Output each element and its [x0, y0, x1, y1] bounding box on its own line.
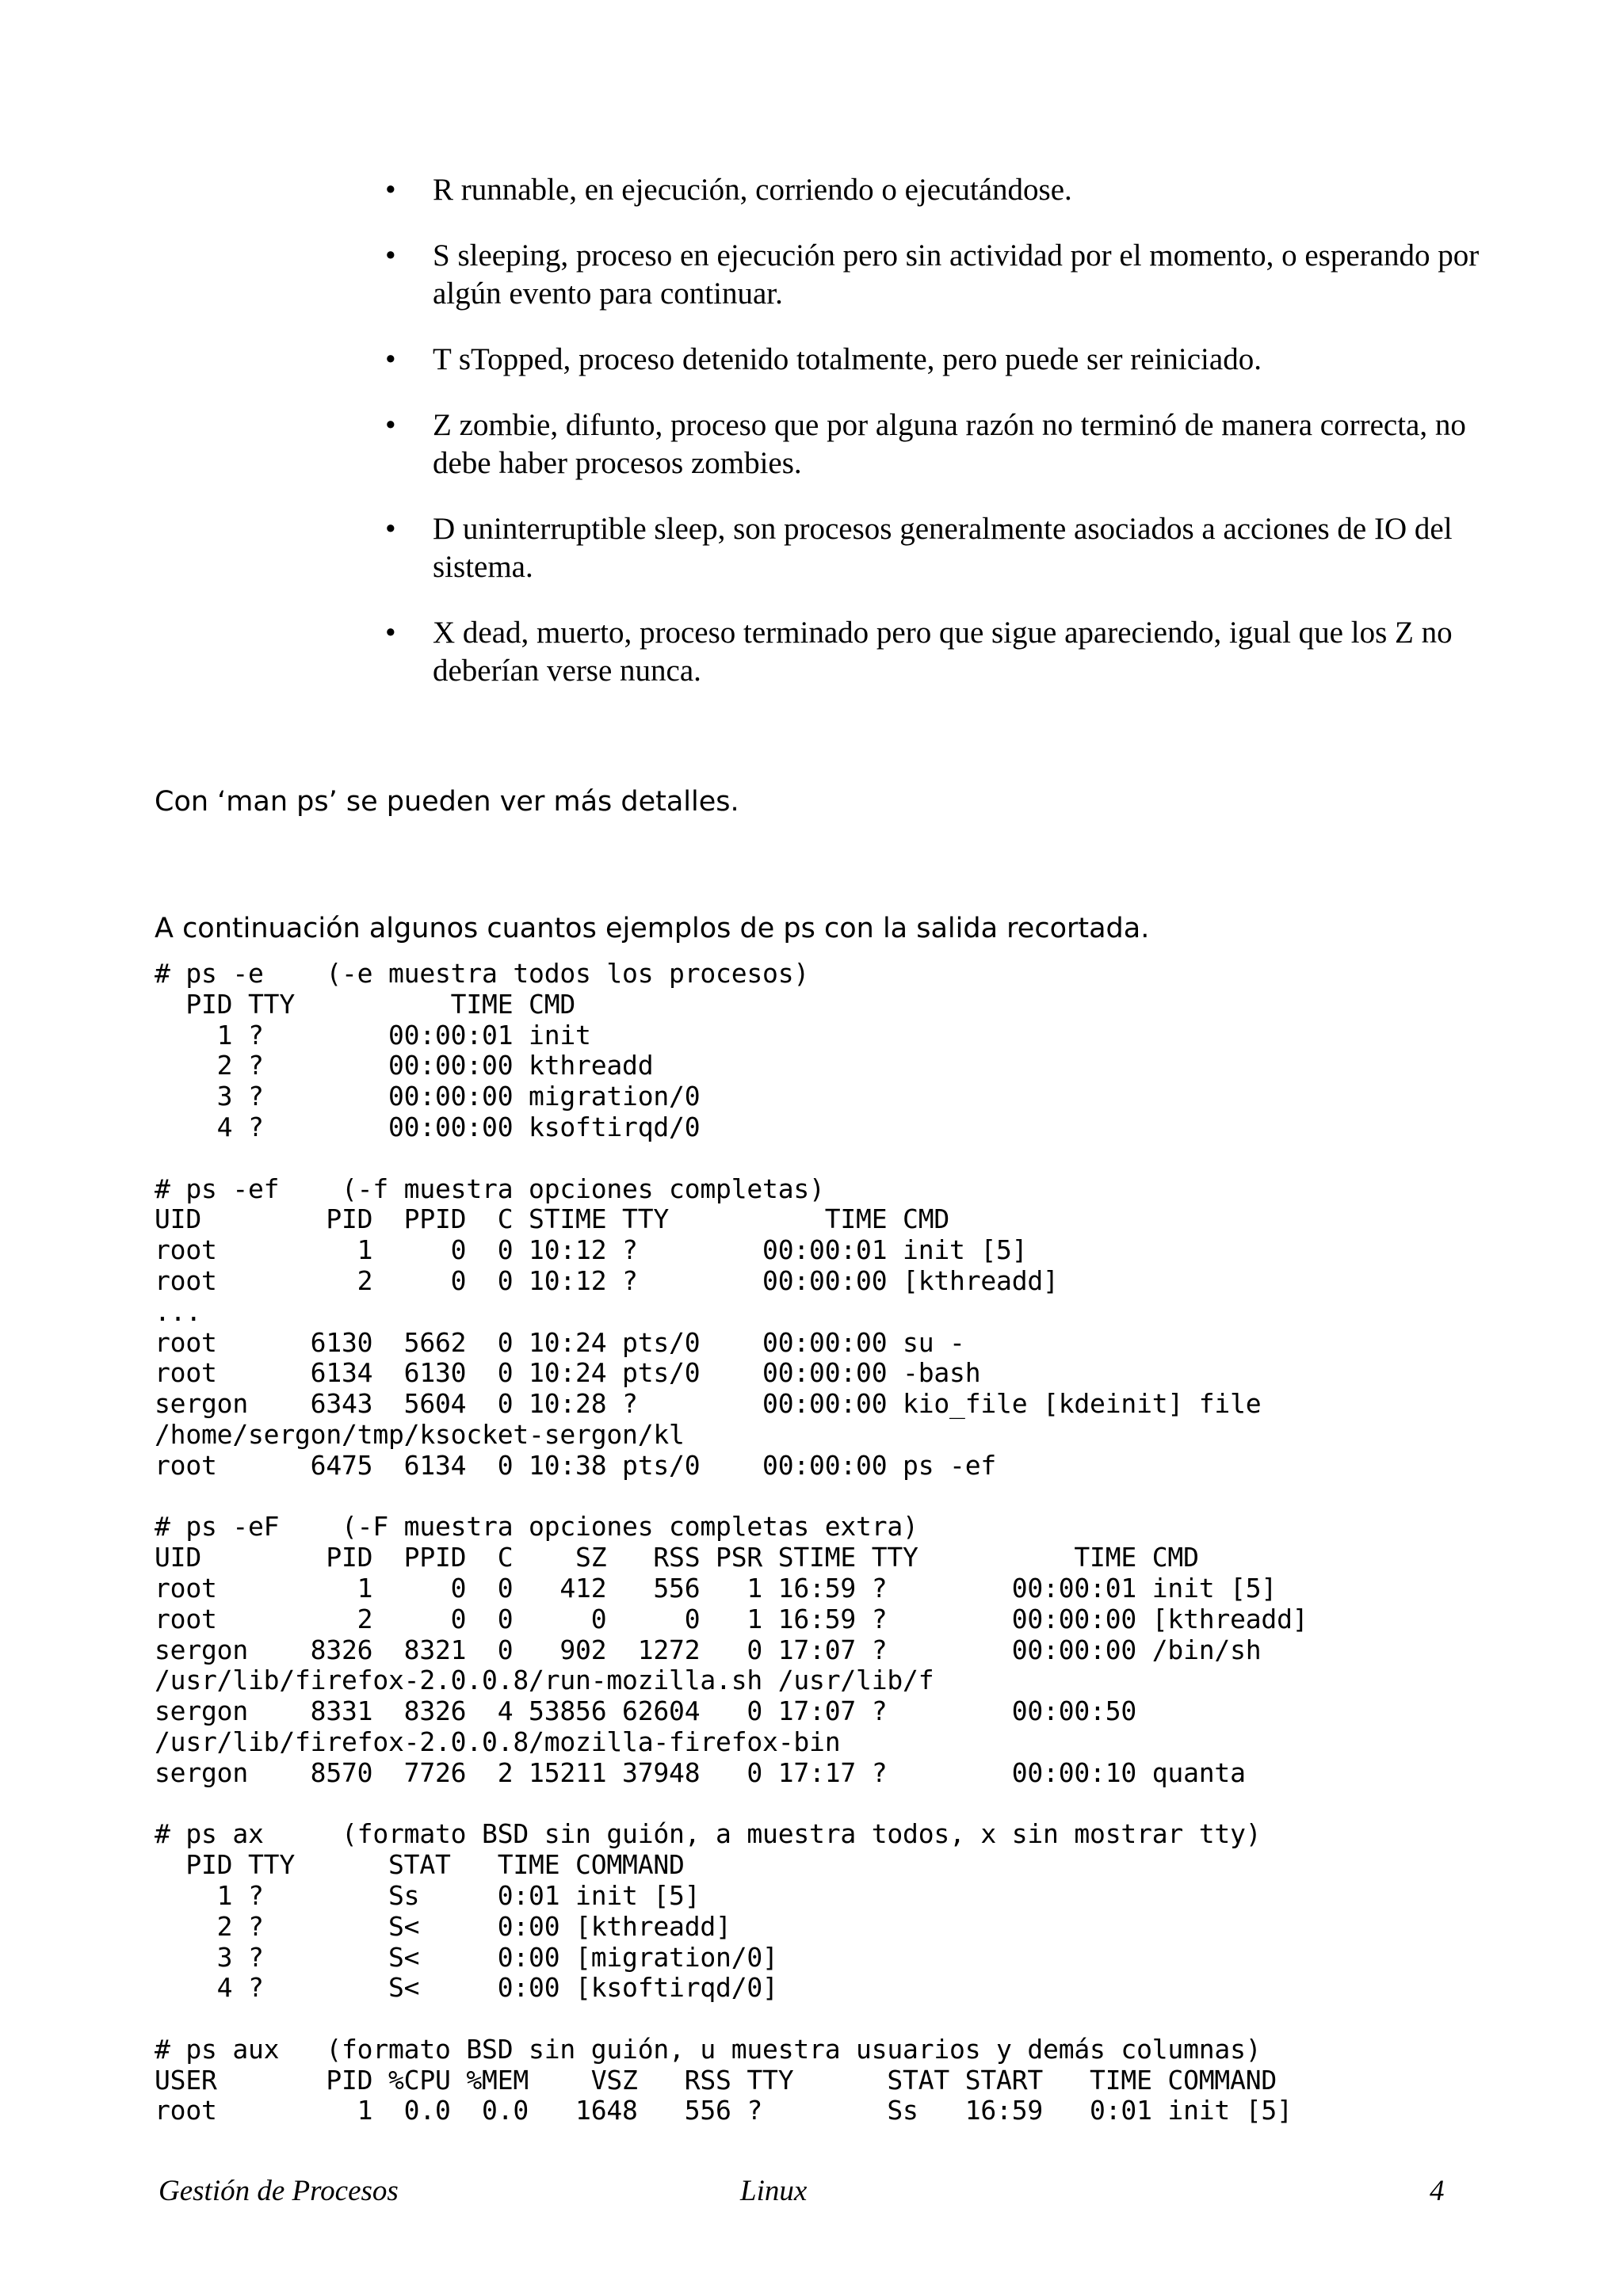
examples-intro-paragraph: A continuación algunos cuantos ejemplos de ps con la salida recortada.: [155, 913, 1150, 944]
list-item-text: D uninterruptible sleep, son procesos generalmente asociados a acciones de IO del sistema.: [433, 512, 1453, 584]
ps-command-examples: # ps -e (-e muestra todos los procesos) PID TTY TIME CMD 1 ? 00:00:01 init 2 ? 00:00:00 kthreadd 3 ? 00:00:00 migration/0 4 ? 00:00:00 ksoftirqd/0 # ps -ef (-f muestra opciones completas) UID PID PPID C STIME TTY TIME CMD root 1 0 0 10:12 ? 00:00:01 init [5] root 2 0 0 10:12 ? 00:00:00 [kthreadd] ... root 6130 5662 0 10:24 pts/0 00:00:00 su - root 6134 6130 0 10:24 pts/0 00:00:00 -bash sergon 6343 5604 0 10:28 ? 00:00:00 kio_file [kdeinit] file /home/sergon/tmp/ksocket-sergon/kl root 6475 6134 0 10:38 pts/0 00:00:00 ps -ef # ps -eF (-F muestra opciones completas extra) UID PID PPID C SZ RSS PSR STIME TTY TIME CMD root 1 0 0 412 556 1 16:59 ? 00:00:01 init [5] root 2 0 0 0 0 1 16:59 ? 00:00:00 [kthreadd] sergon 8326 8321 0 902 1272 0 17:07 ? 00:00:00 /bin/sh /usr/lib/firefox-2.0.0.8/run-mozilla.sh /usr/lib/f sergon 8331 8326 4 53856 62604 0 17:07 ? 00:00:50 /usr/lib/firefox-2.0.0.8/mozilla-firefox-bin sergon 8570 7726 2 15211 37948 0 17:17 ? 00:00:10 quanta # ps ax (formato BSD sin guión, a muestra todos, x sin mostrar tty) PID TTY STAT TIME COMMAND 1 ? Ss 0:01 init [5] 2 ? S< 0:00 [kthreadd] 3 ? S< 0:00 [migration/0] 4 ? S< 0:00 [ksoftirqd/0] # ps aux (formato BSD sin guión, u muestra usuarios y demás columnas) USER PID %CPU %MEM VSZ RSS TTY STAT START TIME COMMAND root 1 0.0 0.0 1648 556 ? Ss 16:59 0:01 init [5]: [155, 958, 1308, 2126]
bullet-icon: •: [385, 238, 396, 273]
bullet-icon: •: [385, 173, 396, 207]
bullet-icon: •: [385, 342, 396, 376]
list-item: [379, 341, 1512, 379]
footer-section-title: Linux: [740, 2175, 808, 2207]
bullet-icon: •: [385, 616, 396, 650]
footer-page-number: 4: [1430, 2175, 1445, 2207]
list-item-text: X dead, muerto, proceso terminado pero que sigue apareciendo, igual que los Z no deberían verse nunca.: [433, 616, 1453, 688]
list-item: [379, 237, 1512, 313]
list-item: [379, 406, 1512, 482]
list-item-text: Z zombie, difunto, proceso que por alguna razón no terminó de manera correcta, no debe haber procesos zombies.: [433, 408, 1466, 480]
list-item-text: S sleeping, proceso en ejecución pero sin actividad por el momento, o esperando por algún evento para continuar.: [433, 238, 1480, 311]
man-ps-paragraph: Con ‘man ps’ se pueden ver más detalles.: [155, 786, 739, 818]
footer-document-title: Gestión de Procesos: [158, 2175, 399, 2207]
list-item-text: R runnable, en ejecución, corriendo o ejecutándose.: [433, 173, 1072, 207]
bullet-icon: •: [385, 512, 396, 546]
list-item: [379, 171, 1512, 209]
list-item: [379, 510, 1512, 586]
process-state-list: [379, 171, 1512, 718]
list-item-text: T sTopped, proceso detenido totalmente, pero puede ser reiniciado.: [433, 342, 1262, 376]
list-item: [379, 614, 1512, 690]
bullet-icon: •: [385, 408, 396, 442]
